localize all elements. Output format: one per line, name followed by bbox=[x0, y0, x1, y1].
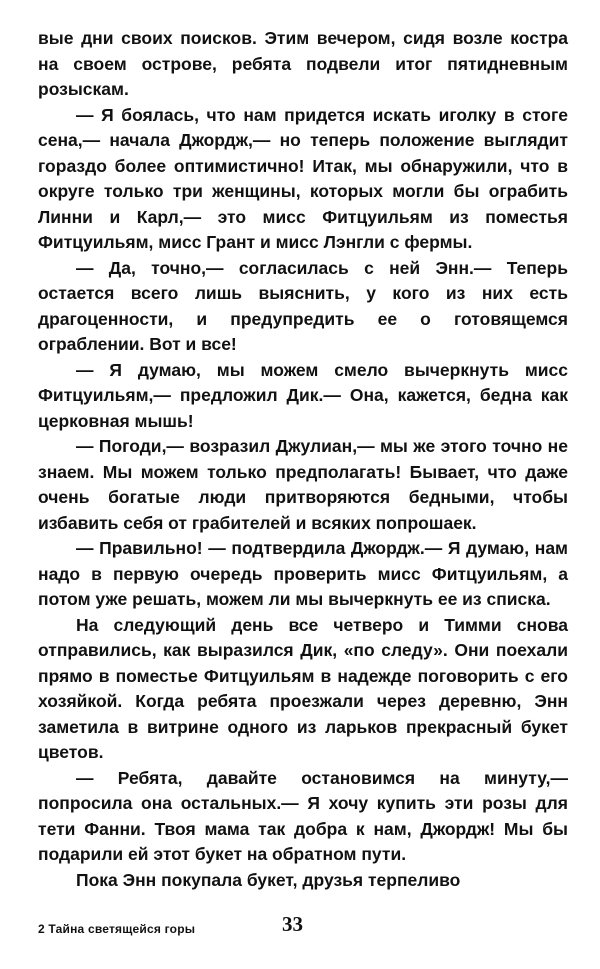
paragraph-9: Пока Энн покупала букет, друзья терпеливо bbox=[76, 869, 461, 890]
paragraph-3: — Да, точно,— согласилась с ней Энн.— Теперь остается всего лишь выяснить, у кого из них есть драгоценности, и предупредить ее о готовящемся ограблении. Вот и все! bbox=[38, 257, 568, 354]
paragraph-8: — Ребята, давайте остановимся на минуту,— попросила она остальных.— Я хочу купить эти розы для тети Фанни. Твоя мама так добра к нам, Джордж! Мы бы подарили ей этот букет на обратном пути. bbox=[38, 767, 568, 864]
page-text bbox=[38, 26, 568, 893]
paragraph-4: — Я думаю, мы можем смело вычеркнуть мисс Фитцуильям,— предложил Дик.— Она, кажется, бедна как церковная мышь! bbox=[38, 359, 568, 431]
paragraph-1: вые дни своих поисков. Этим вечером, сидя возле костра на своем острове, ребята подвели итог пятидневным розыскам. bbox=[38, 28, 568, 99]
page-number: 33 bbox=[282, 912, 303, 936]
signature-mark: 2 Тайна светящейся горы bbox=[38, 922, 196, 936]
paragraph-7: На следующий день все четверо и Тимми снова отправились, как выразился Дик, «по следу». Они поехали прямо в поместье Фитцуильям в надежде поговорить с его хозяйкой. Когда ребята проезжали через деревню, Энн заметила в витрине одного из ларьков прекрасный букет цветов. bbox=[38, 614, 568, 762]
page-footer bbox=[38, 912, 568, 942]
paragraph-2: — Я боялась, что нам придется искать иголку в стоге сена,— начала Джордж,— но теперь положение выглядит гораздо более оптимистично! Итак, мы обнаружили, что в округе только три женщины, которых могли бы ограбить Линни и Карл,— это мисс Фитцуильям из поместья Фитцуильям, мисс Грант и мисс Лэнгли с фермы. bbox=[38, 104, 568, 252]
paragraph-6: — Правильно! — подтвердила Джордж.— Я думаю, нам надо в первую очередь проверить мисс Фитцуильям, а потом уже решать, можем ли мы вычеркнуть ее из списка. bbox=[38, 538, 568, 609]
paragraph-5: — Погоди,— возразил Джулиан,— мы же этого точно не знаем. Мы можем только предполагать! Бывает, что даже очень богатые люди притворяются бедными, чтобы избавить себя от грабителей и всяких попрошаек. bbox=[38, 436, 568, 533]
